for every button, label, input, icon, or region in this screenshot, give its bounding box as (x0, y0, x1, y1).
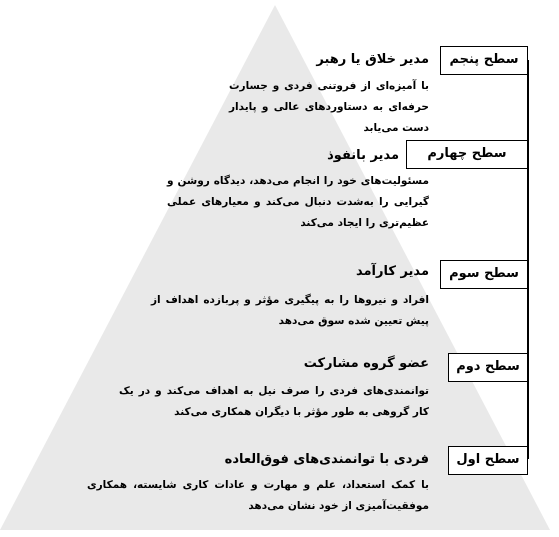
level-2-label: سطح دوم (448, 353, 528, 382)
level-3-title: مدیر کارآمد (356, 264, 429, 279)
level-1-title: فردی با توانمندی‌های فوق‌العاده (224, 452, 429, 467)
level-1-description: با کمک استعداد، علم و مهارت و عادات کاری شایسته، همکاری موفقیت‌آمیزی از خود نشان می‌دهد (87, 479, 429, 512)
level-2-description: توانمندی‌های فردی را صرف نیل به اهداف می‌کند و در یک کار گروهی به طور مؤثر با دیگران همکاری می‌کند (119, 385, 429, 418)
level-3-label: سطح سوم (440, 260, 528, 289)
level-4-title: مدیر بانفوذ (327, 148, 399, 163)
level-4-label: سطح چهارم (406, 140, 528, 169)
level-5-description: با آمیزه‌ای از فروتنی فردی و جسارت حرفه‌ای به دستاوردهای عالی و پایدار دست می‌یابد (229, 80, 429, 134)
level-3-description: افراد و نیروها را به پیگیری مؤثر و پربازده اهداف از پیش تعیین شده سوق می‌دهد (151, 294, 429, 327)
level-5-title: مدیر خلاق یا رهبر (316, 52, 429, 67)
level-2-title: عضو گروه مشارکت (303, 356, 429, 371)
level-4-description: مسئولیت‌های خود را انجام می‌دهد، دیدگاه روشن و گیرایی را به‌شدت دنبال می‌کند و معیارهای عملی عظیم‌تری را ایجاد می‌کند (167, 175, 429, 229)
level-5-label: سطح پنجم (440, 46, 528, 75)
level-1-label: سطح اول (448, 446, 528, 475)
